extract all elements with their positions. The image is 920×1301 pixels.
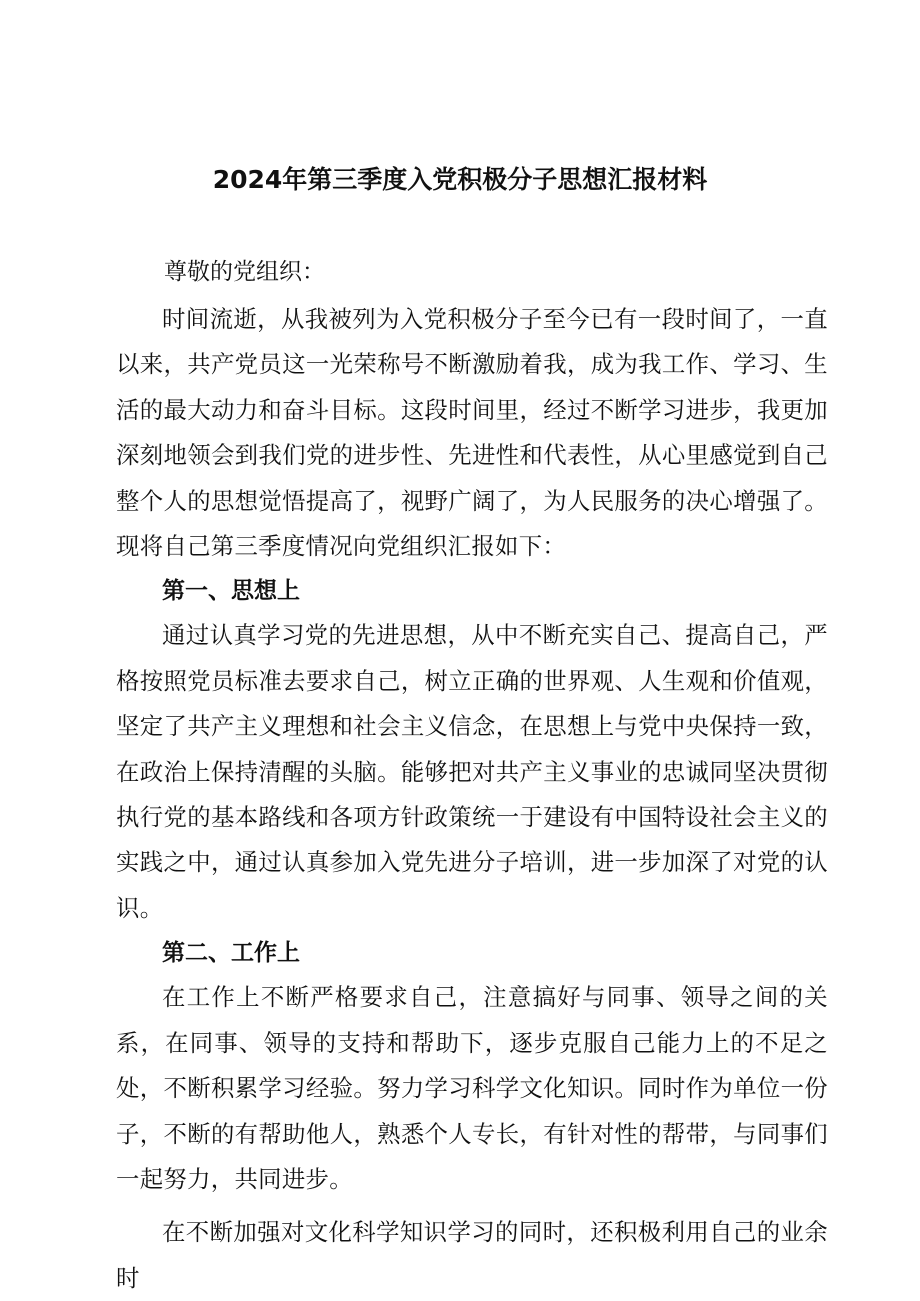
- salutation: 尊敬的党组织：: [164, 259, 325, 285]
- section-work-paragraph: 在工作上不断严格要求自己，注意搞好与同事、领导之间的关系，在同事、领导的支持和帮助下，逐步克服自己能力上的不足之处，不断积累学习经验。努力学习科学文化知识。同时作为单位一份子，不断的有帮助他人，熟悉个人专长，有针对性的帮带，与同事们一起努力，共同进步。: [116, 983, 828, 1193]
- document-body: [116, 250, 828, 1301]
- section-heading-work: 第二、工作上: [162, 940, 300, 967]
- section-thought-paragraph: 通过认真学习党的先进思想，从中不断充实自己、提高自己，严格按照党员标准去要求自己，树立正确的世界观、人生观和价值观，坚定了共产主义理想和社会主义信念，在思想上与党中央保持一致，在政治上保持清醒的头脑。能够把对共产主义事业的忠诚同坚决贯彻执行党的基本路线和各项方针政策统一于建设有中国特设社会主义的实践之中，通过认真参加入党先进分子培训，进一步加深了对党的认识。: [116, 621, 828, 922]
- intro-paragraph: 时间流逝，从我被列为入党积极分子至今已有一段时间了，一直以来，共产党员这一光荣称号不断激励着我，成为我工作、学习、生活的最大动力和奋斗目标。这段时间里，经过不断学习进步，我更加深刻地领会到我们党的进步性、先进性和代表性，从心里感觉到自己整个人的思想觉悟提高了，视野广阔了，为人民服务的决心增强了。现将自己第三季度情况向党组织汇报如下：: [116, 305, 828, 561]
- section-heading-thought: 第一、思想上: [162, 578, 300, 605]
- document-title: 2024年第三季度入党积极分子思想汇报材料: [212, 165, 708, 194]
- section-work-paragraph-continued: 在不断加强对文化科学知识学习的同时，还积极利用自己的业余时: [116, 1218, 828, 1292]
